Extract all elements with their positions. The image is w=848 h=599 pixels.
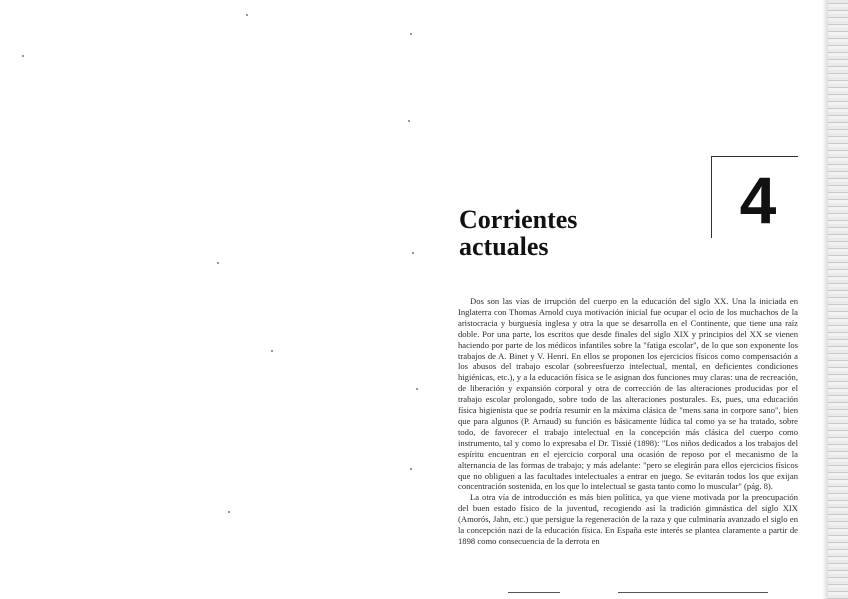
- footer-rule: [508, 592, 560, 593]
- scan-speck: [410, 33, 412, 35]
- body-paragraph-2: La otra vía de introducción es más bien política, ya que viene motivada por la preocupación del buen estado físico de la juventud, recogiendo así la tradición gimnástica del siglo XIX (Amorós, Jahn, etc.) que persigue la regeneración de la raza y que culminaría avanzado el siglo en la concepción nazi de la educación física. En España este interés se plantea claramente a partir de 1898 como consecuencia de la derrota en: [458, 492, 798, 546]
- body-paragraph-1: Dos son las vías de irrupción del cuerpo en la educación del siglo XX. Una la iniciada en Inglaterra con Thomas Arnold cuya motivación inicial fue ocupar el ocio de los muchachos de la aristocracia y burguesía inglesa y otra la que se desarrolla en el Continente, que tiene una raíz doble. Por una parte, los escritos que desde finales del siglo XIX y principios del XX se vienen haciendo por parte de los médicos infantiles sobre la "fatiga escolar", de lo que son exponente los trabajos de A. Binet y V. Henri. En ellos se proponen los ejercicios físicos como compensación a los abusos del trabajo escolar (sobreesfuerzo intelectual, mental, en deficientes condiciones higiénicas, etc.), y a la educación física se le asignan dos funciones muy claras: una de recreación, de liberación y expansión corporal y otra de corrección de las alteraciones producidas por el trabajo escolar prolongado, sobre todo de las alteraciones posturales. Es, pues, una educación física higienista que se podría resumir en la máxima clásica de "mens sana in corpore sano", bien que para algunos (P. Arnaud) su función es básicamente lúdica tal como ya se ha tratado, sobre todo, de favorecer el trabajo intelectual en la concepción más clásica del cuerpo como instrumento, tal y como lo expresaba el Dr. Tissié (1898): "Los niños dedicados a los trabajos del espíritu encuentran en el ejercicio corporal una ocasión de reposo por el mecanismo de la alternancia de las formas de trabajo; y más adelante: "pero se elegirán para ellos ejercicios físicos que no obliguen a las facultades intelectuales a entrar en juego. Se evitarán todos los que exijan concentración sostenida, en los que lo intelectual se gasta tanto como lo muscular" (pág. 8).: [458, 296, 798, 492]
- chapter-title-line-2: actuales: [459, 232, 549, 261]
- chapter-title: [459, 206, 659, 260]
- scan-speck: [408, 120, 410, 122]
- chapter-number: 4: [739, 163, 777, 237]
- scan-speck: [228, 511, 230, 513]
- body-text: [458, 296, 798, 586]
- scan-speck: [410, 468, 412, 470]
- page-binding-edge: [828, 0, 848, 599]
- scan-speck: [217, 262, 219, 264]
- scan-speck: [271, 350, 273, 352]
- scan-speck: [246, 14, 248, 16]
- scan-speck: [22, 55, 24, 57]
- scan-speck: [412, 252, 414, 254]
- footer-rule: [618, 592, 768, 593]
- chapter-title-line-1: Corrientes: [459, 205, 578, 234]
- scan-speck: [416, 388, 418, 390]
